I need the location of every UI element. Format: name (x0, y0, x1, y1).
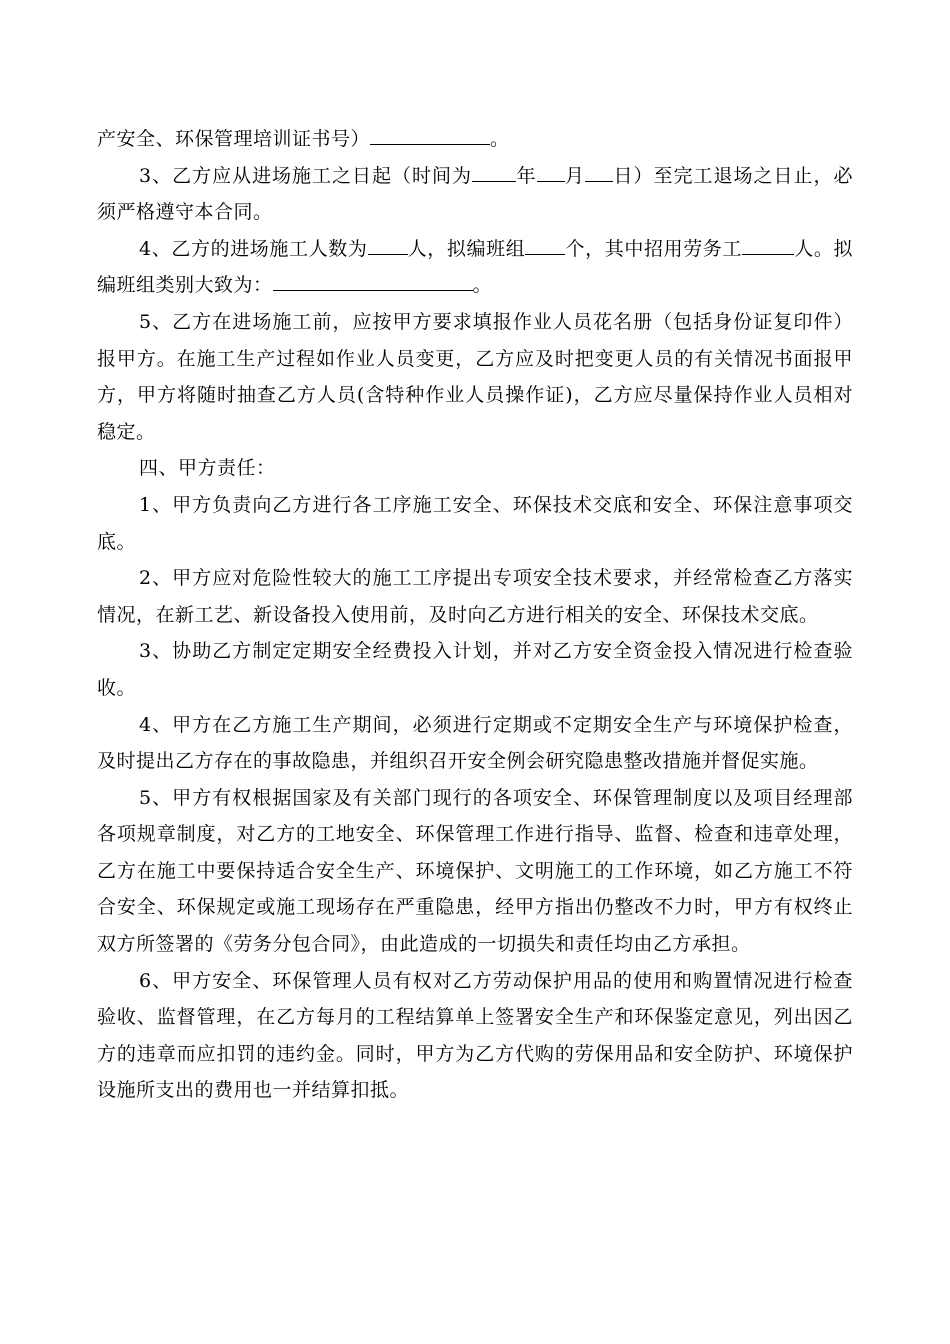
paragraph-a-clause-1: 1、甲方负责向乙方进行各工序施工安全、环保技术交底和安全、环保注意事项交底。 (97, 493, 853, 553)
paragraph-a-clause-3: 3、协助乙方制定定期安全经费投入计划，并对乙方安全资金投入情况进行检查验收。 (97, 640, 853, 699)
fill-blank-year (472, 161, 516, 182)
text-segment: 人，拟编班组 (407, 237, 526, 260)
text-segment: 人。拟编班组类别大致为： (97, 237, 853, 297)
paragraph-a-clause-4: 4、甲方在乙方施工生产期间，必须进行定期或不定期安全生产与环境保护检查，及时提出乙方存在的事故隐患，并组织召开安全例会研究隐患整改措施并督促实施。 (97, 713, 853, 773)
fill-blank-labor-count (742, 234, 794, 255)
fill-blank-month (537, 161, 565, 182)
fill-blank-team-types (273, 270, 473, 291)
fill-blank-day (585, 161, 613, 182)
fill-blank-cert-number (370, 124, 490, 145)
text-segment: 个，其中招用劳务工 (565, 237, 743, 260)
text-segment: 月 (564, 164, 586, 187)
text-segment: 日）至完工退场之日止，必须严格遵守本合同。 (97, 164, 853, 224)
fill-blank-team-count (525, 234, 565, 255)
paragraph-cert-number (97, 121, 853, 158)
text-segment: 3、乙方应从进场施工之日起（时间为 (139, 164, 473, 187)
section-heading-party-a-responsibilities: 四、甲方责任： (139, 457, 276, 480)
text-segment: 产安全、环保管理培训证书号） (97, 128, 371, 150)
fill-blank-worker-count (368, 234, 408, 255)
text-segment: 年 (516, 164, 537, 187)
paragraph-clause-4 (97, 231, 853, 304)
paragraph-a-clause-5: 5、甲方有权根据国家及有关部门现行的各项安全、环保管理制度以及项目经理部各项规章制度，对乙方的工地安全、环保管理工作进行指导、监督、检查和违章处理，乙方在施工中要保持适合安全生产、环境保护、文明施工的工作环境，如乙方施工不符合安全、环保规定或施工现场存在严重隐患，经甲方指出仍整改不力时，甲方有权终止双方所签署的《劳务分包合同》，由此造成的一切损失和责任均由乙方承担。 (97, 786, 853, 956)
text-segment: 4、乙方的进场施工人数为 (139, 237, 368, 260)
text-segment: 。 (490, 128, 510, 150)
text-segment: 。 (472, 274, 493, 297)
paragraph-clause-3 (97, 158, 853, 231)
paragraph-a-clause-2: 2、甲方应对危险性较大的施工工序提出专项安全技术要求，并经常检查乙方落实情况，在新工艺、新设备投入使用前，及时向乙方进行相关的安全、环保技术交底。 (97, 567, 853, 626)
document-body (97, 121, 853, 1109)
paragraph-clause-5-roster: 5、乙方在进场施工前，应按甲方要求填报作业人员花名册（包括身份证复印件）报甲方。在施工生产过程如作业人员变更，乙方应及时把变更人员的有关情况书面报甲方，甲方将随时抽查乙方人员(含特种作业人员操作证)，乙方应尽量保持作业人员相对稳定。 (97, 310, 853, 443)
paragraph-a-clause-6: 6、甲方安全、环保管理人员有权对乙方劳动保护用品的使用和购置情况进行检查验收、监督管理，在乙方每月的工程结算单上签署安全生产和环保鉴定意见，列出因乙方的违章而应扣罚的违约金。同时，甲方为乙方代购的劳保用品和安全防护、环境保护设施所支出的费用也一并结算扣抵。 (97, 969, 853, 1102)
